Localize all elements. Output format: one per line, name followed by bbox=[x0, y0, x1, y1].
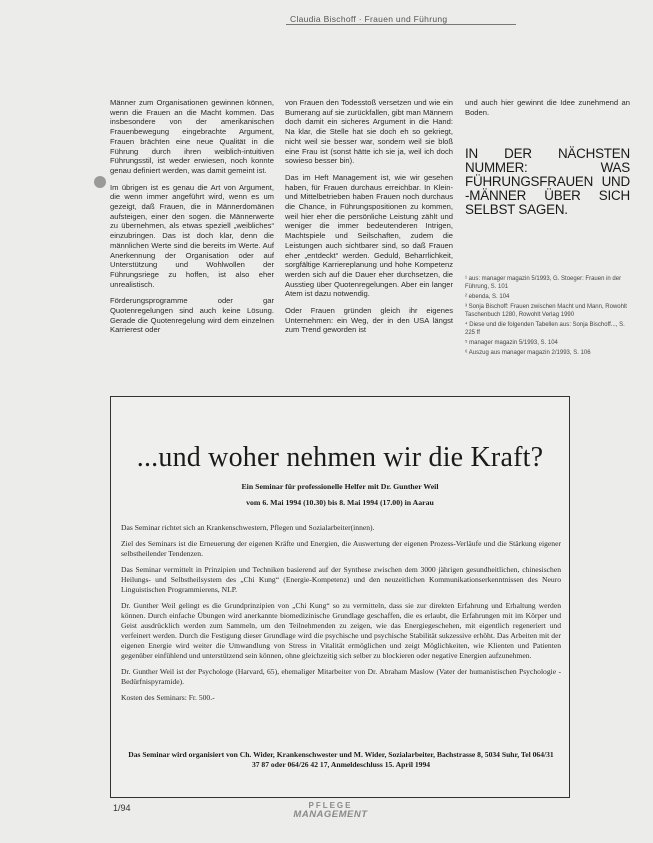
seminar-body bbox=[121, 523, 561, 709]
paragraph: Förderungsprogramme oder gar Quotenregelungen sind auch keine Lösung. Gerade die Quotenregelung wird dem einzelnen Karrierest oder bbox=[110, 296, 274, 335]
seminar-subtitle: Ein Seminar für professionelle Helfer mit Dr. Gunther Weil bbox=[241, 482, 439, 491]
seminar-paragraph: Kosten des Seminars: Fr. 500.- bbox=[121, 693, 215, 702]
page-number: 1/94 bbox=[113, 803, 131, 813]
seminar-paragraph: Das Seminar vermittelt in Prinzipien und Techniken basierend auf der Synthese zwischen dem 3000 jährigen gesundheitlichen, chinesischen Heilungs- und Selbstheilsystem des „Chi Kung“ (Energie-Kompetenz) und den neuzeitlichen Kommunikationserkenntnissen des Neuro Linguistischen Programmierens, NLP. bbox=[121, 565, 561, 594]
header-rule bbox=[286, 24, 516, 25]
seminar-dates: vom 6. Mai 1994 (10.30) bis 8. Mai 1994 (17.00) in Aarau bbox=[246, 498, 434, 507]
paragraph: Männer zum Organisationen gewinnen können, wenn die Frauen an die Macht kommen. Das insbesondere von der amerikanischen Frauenbewegung eingebrachte Argument, Frauen brächten eine neue Qualität in die Führung durch ihren weiblich-intuitiven Führungsstil, ist weder erwiesen, noch konnte genau definiert werden, was damit gemeint ist. bbox=[110, 98, 274, 175]
article-column-3 bbox=[465, 98, 630, 359]
seminar-title: ...und woher nehmen wir die Kraft? bbox=[136, 442, 544, 473]
paragraph: Oder Frauen gründen gleich ihr eigenes Unternehmen: ein Weg, der in den USA längst zum Trend geworden ist bbox=[285, 306, 453, 335]
seminar-paragraph: Ziel des Seminars ist die Erneuerung der eigenen Kräfte und Energien, die Auswertung der eigenen Prozess-Verläufe und die Stärkung eigener selbstheilender Tendenzen. bbox=[121, 539, 561, 558]
footnote: ⁶ Auszug aus manager magazin 2/1993, S. 106 bbox=[465, 350, 591, 357]
paragraph: und auch hier gewinnt die Idee zunehmend an Boden. bbox=[465, 98, 630, 117]
paragraph: Das im Heft Management ist, wie wir gesehen haben, für Frauen durchaus erreichbar. In Klein- und Mittelbetrieben haben Frauen noch durchaus die Chance, in Führungspositionen zu kommen, weil hier eher die persönliche Leistung zählt und weniger die immer bedeutenderen Intrigen, Machtspiele und Seilschaften, zudem die Leistungen auch sichtbarer sind, so daß Frauen eher „entdeckt“ werden. Geduld, Beharrlichkeit, sorgfältige Karriereplanung und hohe Kompetenz werden sich auf die Dauer eher durchsetzen, die Ausstieg über Quotenregelungen. Aber ein langer Atem ist dazu notwendig. bbox=[285, 172, 453, 299]
magazine-logo bbox=[288, 801, 373, 819]
seminar-paragraph: Dr. Gunther Weil gelingt es die Grundprinzipien von „Chi Kung“ so zu vermitteln, dass sie zur direkten Erfahrung und Erhaltung werden können. Durch einfache Übungen wird anerkannte biomedizinische Grundlage geschaffen, die es erlaubt, die Erfahrungen mit im Körper und Geist ausdrücklich werden zum Sammeln, um den Teilnehmenden zu zeigen, wie das Energiegeschehen, mit eigentlich regeneriert und verfeinert werden. Durch die Festigung dieser Grundlage wird die psychische und psychische Stabilität sukzessive erhöht. Das Arbeiten mit der eigenen Energie wird weiter die Umwandlung von Stress in Vitalität ermöglichen und zeigt Möglichkeiten, wie Klienten und Patienten gegenüber einfühlend und unterstützend sein können, ohne gleichzeitig sich selber zu blockieren oder negative Energien aufzunehmen. bbox=[121, 601, 561, 660]
article-column-1 bbox=[110, 98, 274, 342]
running-header: Claudia Bischoff · Frauen und Führung bbox=[290, 14, 448, 24]
footnote: ³ Sonja Bischoff: Frauen zwischen Macht und Mann, Rowohlt Taschenbuch 1280, Rowohlt Verlag 1990 bbox=[465, 304, 627, 319]
logo-line-1: PFLEGE bbox=[308, 801, 353, 810]
next-issue-teaser: IN DER NÄCHSTEN NUMMER: WAS FÜHRUNGSFRAUEN UND -MÄNNER ÜBER SICH SELBST SAGEN. bbox=[465, 146, 630, 218]
seminar-advertisement bbox=[110, 396, 570, 798]
footnote: ⁵ manager magazin 5/1993, S. 104 bbox=[465, 340, 558, 347]
logo-line-2: MANAGEMENT bbox=[293, 809, 368, 820]
seminar-organizer: Das Seminar wird organisiert von Ch. Wider, Krankenschwester und M. Wider, Sozialarbeiter, Bachstrasse 8, 5034 Suhr, Tel 064/31 37 87 oder 064/26 42 17, Anmeldeschluss 15. April 1994 bbox=[128, 750, 554, 769]
article-column-2 bbox=[285, 98, 453, 342]
paragraph: Im übrigen ist es genau die Art von Argument, die wenn immer angeführt wird, wenn es um gezeigt, daß Frauen, die in Männerdomänen aufsteigen, einer den sogen. die Männerwerte zu übernehmen, als etwas speziell „weibliches“ einzubringen. Das ist doch klar, denn die männlichen Werte sind die bereits im Werte. Auf Anerkennung der Organisation oder auf Unterstützung und Wohlwollen der Führungsriege zu hoffen, ist also eher unrealistisch. bbox=[110, 182, 274, 289]
section-marker bbox=[94, 176, 106, 188]
paragraph: von Frauen den Todesstoß versetzen und wie ein Bumerang auf sie zurückfallen, gibt man Männern doch damit ein sicheres Argument in die Hand: Na klar, die Stelle hat sie doch eh so gekriegt, nicht weil sie besser war, sondern weil sie bloß eine Frau ist (sonst hätte ich sie ja, weil ich doch sowieso besser bin). bbox=[285, 98, 453, 166]
footnote: ¹ aus: manager magazin 5/1993, G. Stoeger: Frauen in der Führung, S. 101 bbox=[465, 276, 622, 291]
seminar-paragraph: Das Seminar richtet sich an Krankenschwestern, Pflegen und Sozialarbeiter(innen). bbox=[121, 523, 375, 532]
footnote: ⁴ Diese und die folgenden Tabellen aus: Sonja Bischoff..., S. 225 ff bbox=[465, 322, 625, 337]
footnote: ² ebenda, S. 104 bbox=[465, 294, 510, 301]
footnotes bbox=[465, 275, 630, 357]
seminar-paragraph: Dr. Gunther Weil ist der Psychologe (Harvard, 65), ehemaliger Mitarbeiter von Dr. Abraham Maslow (Vater der humanistischen Psychologie - Bedürfnispyramide). bbox=[121, 667, 561, 686]
